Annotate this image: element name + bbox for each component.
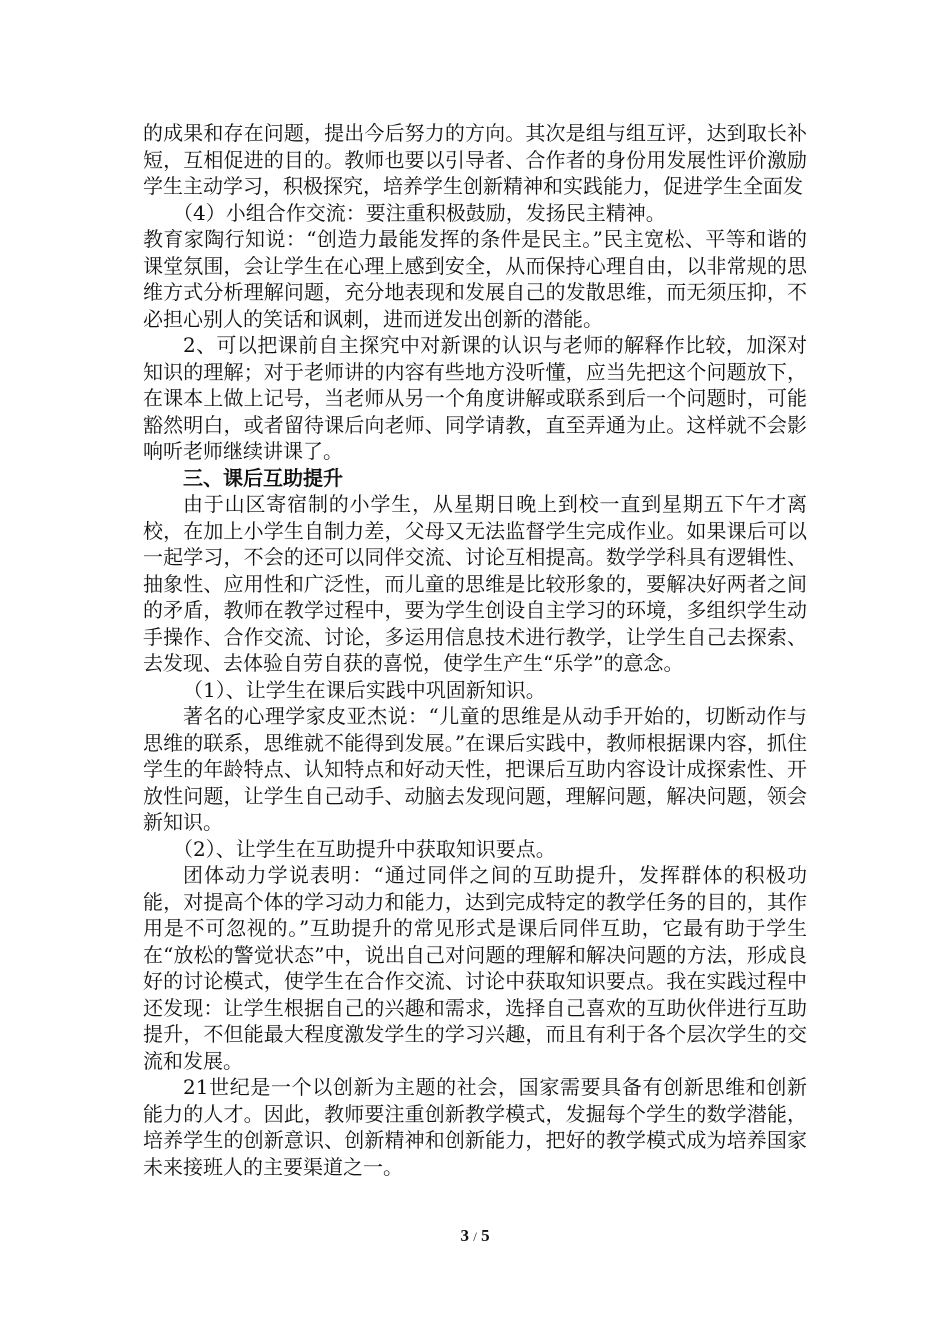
paragraph-point-2: 2、可以把课前自主探究中对新课的认识与老师的解释作比较，加深对知识的理解；对于老师讲的内容有些地方没听懂，应当先把这个问题放下，在课本上做上记号，当老师从另一个角度讲解或联系到后一个问题时，可能豁然明白，或者留待课后向老师、同学请教，直至弄通为止。这样就不会影响听老师继续讲课了。 — [143, 333, 807, 463]
page-number — [0, 1226, 950, 1246]
paragraph-item-1: （1）、让学生在课后实践中巩固新知识。 — [183, 677, 546, 702]
paragraph-section-3-intro: 由于山区寄宿制的小学生，从星期日晚上到校一直到星期五下午才离校，在加上小学生自制力差，父母又无法监督学生完成作业。如果课后可以一起学习，不会的还可以同伴交流、讨论互相提高。数学学科具有逻辑性、抽象性、应用性和广泛性，而儿童的思维是比较形象的，要解决好两者之间的矛盾，教师在教学过程中，要为学生创设自主学习的环境，多组织学生动手操作、合作交流、讨论，多运用信息技术进行教学，让学生自己去探索、去发现、去体验自劳自获的喜悦，使学生产生“乐学”的意念。 — [143, 492, 807, 675]
paragraph-quote-tao: 教育家陶行知说：“创造力最能发挥的条件是民主。”民主宽松、平等和谐的课堂氛围，会让学生在心理上感到安全，从而保持心理自由，以非常规的思维方式分析理解问题，充分地表现和发展自己的发散思维，而无须压抑，不必担心别人的笑话和讽刺，进而迸发出创新的潜能。 — [143, 227, 807, 331]
paragraph-item-4: （4）小组合作交流：要注重积极鼓励，发扬民主精神。 — [173, 200, 666, 225]
paragraph-continuation: 的成果和存在问题，提出今后努力的方向。其次是组与组互评，达到取长补短，互相促进的目的。教师也要以引导者、合作者的身份用发展性评价激励学生主动学习，积极探究，培养学生创新精神和实践能力，促进学生全面发 — [143, 121, 807, 198]
total-page-count: 5 — [481, 1226, 490, 1245]
page-separator: / — [473, 1229, 477, 1244]
paragraph-conclusion: 21世纪是一个以创新为主题的社会，国家需要具备有创新思维和创新能力的人才。因此，教师要注重创新教学模式，发掘每个学生的数学潜能，培养学生的创新意识、创新精神和创新能力，把好的教学模式成为培养国家未来接班人的主要渠道之一。 — [143, 1075, 807, 1179]
section-heading-3: 三、课后互助提升 — [183, 465, 343, 490]
current-page-number: 3 — [460, 1226, 469, 1245]
paragraph-quote-piaget: 著名的心理学家皮亚杰说：“儿童的思维是从动手开始的，切断动作与思维的联系，思维就不能得到发展。”在课后实践中，教师根据课内容，抓住学生的年龄特点、认知特点和好动天性，把课后互助内容设计成探索性、开放性问题，让学生自己动手、动脑去发现问题，理解问题，解决问题，领会新知识。 — [143, 704, 807, 834]
document-body — [143, 120, 807, 1180]
paragraph-group-dynamics: 团体动力学说表明：“通过同伴之间的互助提升，发挥群体的积极功能，对提高个体的学习动力和能力，达到完成特定的教学任务的目的，其作用是不可忽视的。”互助提升的常见形式是课后同伴互助，它最有助于学生在“放松的警觉状态”中，说出自己对问题的理解和解决问题的方法，形成良好的讨论模式，使学生在合作交流、讨论中获取知识要点。我在实践过程中还发现：让学生根据自己的兴趣和需求，选择自己喜欢的互助伙伴进行互助提升，不但能最大程度激发学生的学习兴趣，而且有利于各个层次学生的交流和发展。 — [143, 863, 807, 1073]
paragraph-item-2: （2）、让学生在互助提升中获取知识要点。 — [173, 836, 556, 861]
